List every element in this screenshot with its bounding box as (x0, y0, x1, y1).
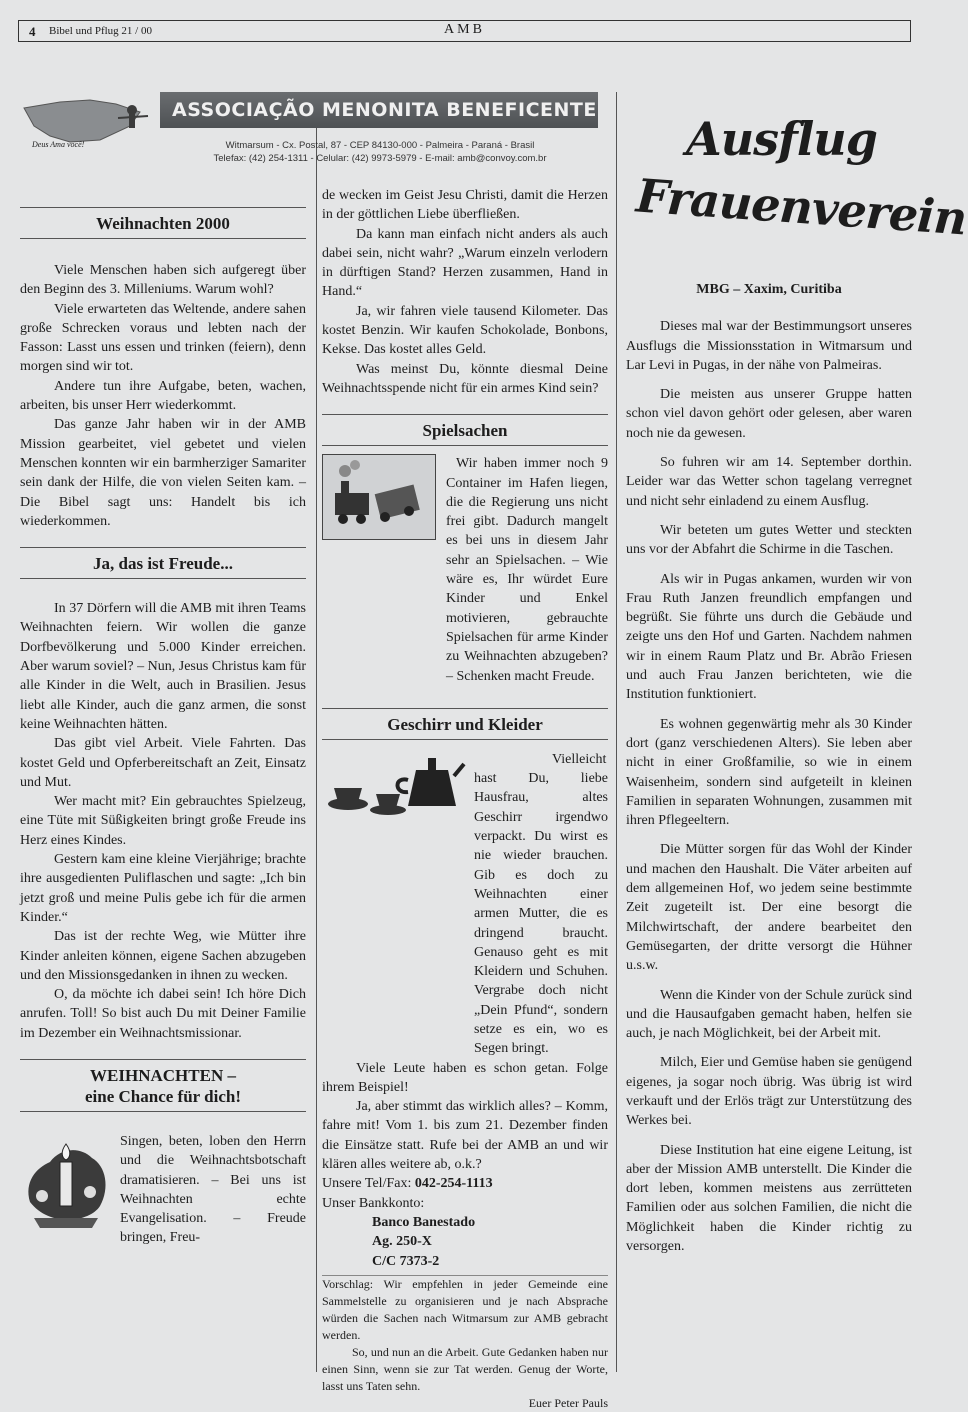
script-title-frauenverein: Frauenverein (634, 168, 968, 246)
teapot-and-cups-icon (322, 750, 464, 826)
telephone-label: Unsere Tel/Fax: (322, 1176, 412, 1192)
section-title-weihnachten-2000: Weihnachten 2000 (20, 207, 306, 239)
organization-name-banner: ASSOCIAÇÃO MENONITA BENEFICENTE (160, 92, 598, 128)
section-title-line-2: eine Chance für dich! (85, 1086, 241, 1106)
column-1 (20, 207, 306, 1248)
paragraph: Ja, wir fahren viele tausend Kilometer. Das kostet Benzin. Wir kaufen Schokolade, Bonbons, Kekse. Das kostet alles Geld. (322, 303, 608, 358)
contact-line: Telefax: (42) 254-1311 - Celular: (42) 9973-5979 - E-mail: amb@convoy.com.br (213, 153, 547, 164)
paragraph: Singen, beten, loben den Herrn und die Weihnachtsbotschaft dramatisieren. – Bei uns ist Weihnachten echte Evangelisation. – Freude bringen, Freu- (120, 1133, 306, 1246)
telephone-number: 042-254-1113 (414, 1176, 493, 1192)
section-title-geschirr-und-kleider: Geschirr und Kleider (322, 708, 608, 740)
section-title-line-1: WEIHNACHTEN – (90, 1065, 236, 1085)
paragraph: O, da möchte ich dabei sein! Ich höre Dich anrufen. Toll! So bist auch Du mit Deiner Familie im Dezember ein Weihnachtsmissionar. (20, 987, 306, 1041)
paragraph: Ja, aber stimmt das wirklich alles? – Komm, fahre mit! Vom 1. bis zum 21. Dezember finden die Einsätze statt. Rufe bei der AMB an und wir klären alles weitere ab, o.k.? (322, 1099, 608, 1173)
publication-name: Bibel und Pflug 21 / 00 (49, 25, 152, 37)
paragraph: Die Mütter sorgen für das Wohl der Kinder und machen den Haushalt. Die Väter arbeiten auf dem allgemeinen Hof, wo jedem seine bestimmte Zeit zugeteilt ist. Der eine besorgt die Milchwirtschaft, der andere bearbeitet den Gemüsegarten, der dritte versorgt die Hühner u.s.w. (626, 842, 912, 974)
paragraph: Als wir in Pugas ankamen, wurden wir von Frau Ruth Janzen freundlich empfangen und begrüßt. Sie führte uns durch die Gebäude und zeigte uns den Hof und Garten. Nachdem nahmen wir in einem Raum Platz und Br. Abrão Friesen und auch Frau Janzen berichteten, wie die Institution funktioniert. (626, 571, 912, 703)
paragraph: Andere tun ihre Aufgabe, beten, wachen, arbeiten, bis unser Herr wiederkommt. (20, 378, 306, 414)
paragraph: Das gibt viel Arbeit. Viele Fahrten. Das kostet Geld und Opferbereitschaft an Zeit, Einsatz und Mut. (20, 736, 306, 790)
logo-slogan: Deus Ama você! (32, 140, 85, 149)
paragraph: Diese Institution hat eine eigene Leitung, ist aber der Mission AMB unterstellt. Die Kinder die dort leben, kommen meistens aus zerrütteten Familien oder aus solchen Familien, die nicht die Möglichkeit haben die Kinder richtig zu versorgen. (626, 1142, 912, 1255)
paragraph: de wecken im Geist Jesu Christi, damit die Herzen in der göttlichen Liebe überfließen. (322, 188, 608, 223)
column-2 (322, 186, 608, 1412)
toy-train-icon (322, 454, 436, 540)
paragraph: In 37 Dörfern will die AMB mit ihren Teams Weihnachten feiern. Wir wollen die ganze Dorfbevölkerung und 5.000 Kinder erreichen. Aber warum soviel? – Nun, Jesus Christus kam für alle Kinder in die Welt, auch in Brasilien. Jesus liebt alle Kinder, auch die ganz armen, die sonst keine Weihnachten hätten. (20, 601, 306, 732)
paragraph: Das ist der rechte Weg, wie Mütter ihre Kinder anleiten können, eigene Sachen abzugeben und den Missionsgedanken in ihnen zu wecken. (20, 929, 306, 983)
section-title-weihnachten-chance (20, 1059, 306, 1112)
header-title: AMB (444, 22, 485, 37)
address-line: Witmarsum - Cx. Postal, 87 - CEP 84130-000 - Palmeira - Paraná - Brasil (225, 140, 535, 151)
column-rule (316, 92, 317, 1372)
bank-details (322, 1213, 608, 1271)
paragraph: Milch, Eier und Gemüse haben sie genügend eigenes, ja sogar noch übrig. Was übrig ist wird verkauft und der Erlös trägt zur Unterstützung des Werkes bei. (626, 1055, 912, 1129)
paragraph: Gestern kam eine kleine Vierjährige; brachte ihre ausgedienten Puliflaschen und sagte: „Ich bin jetzt groß und meine Pulis gebe ich für die armen Kinder.“ (20, 852, 306, 925)
paragraph: Wir haben immer noch 9 Container im Hafen liegen, die die Regierung uns nicht frei gibt. Dadurch mangelt es bei uns in diesem Jahr sehr an Spielsachen. – Wie wäre es, Ihr würdet Eure Kinder und Enkel motivieren, gebrauchte Spielsachen für arme Kinder zu Weihnachten abzugeben? – Schenken macht Freude. (446, 456, 608, 684)
bank-agency: Ag. 250-X (372, 1234, 432, 1250)
section-title-ja-das-ist-freude: Ja, das ist Freude... (20, 547, 306, 579)
note-paragraph: Vorschlag: Wir empfehlen in jeder Gemeinde eine Sammelstelle zu organisieren und je nach Absprache würden die Sachen nach Witmarsum zur AMB gebracht werden. (322, 1276, 608, 1342)
paragraph: Das ganze Jahr haben wir in der AMB Mission gearbeitet, viel gebetet und vielen Menschen konnten wir ein barmherziger Samariter sein dank der Hilfe, die von vielen Seiten kam. – Die Bibel sagt uns: Handelt bis ich wiederkommen. (20, 417, 306, 529)
paragraph: Was meinst Du, könnte diesmal Deine Weihnachtsspende nicht für ein armes Kind sein? (322, 361, 608, 396)
christmas-candle-icon (20, 1132, 112, 1236)
section-title-spielsachen: Spielsachen (322, 414, 608, 446)
paragraph: Wir beteten um gutes Wetter und steckten uns vor der Abfahrt die Schirme in die Taschen. (626, 522, 912, 558)
telephone-line (322, 1174, 608, 1193)
column-rule (616, 92, 617, 1372)
paragraph: Viele Menschen haben sich aufgeregt über den Beginn des 3. Milleniums. Warum wohl? (20, 263, 306, 298)
note-paragraph: So, und nun an die Arbeit. Gute Gedanken haben nur einen Sinn, wenn sie zur Tat werden. Genug der Worte, lasst uns Taten sehn. (322, 1344, 608, 1393)
paragraph: Viele erwarteten das Weltende, andere sahen große Schrecken voraus und lebten nach der Fasson: Lasst uns essen und trinken (feiern), denn morgen sind wir tot. (20, 301, 306, 375)
bank-account: C/C 7373-2 (372, 1253, 440, 1269)
paragraph: So fuhren wir am 14. September dorthin. Leider war das Wetter schon tagelang verregnet und nicht sehr einladend zu einem Ausflug. (626, 455, 912, 509)
paragraph: Es wohnen gegenwärtig mehr als 30 Kinder dort (ganz verschiedenen Alters). Sie leben aber nicht in einer Großfamilie, so wie in einem Waisenheim, sondern sind aufgeteilt in kleinen Familien in separaten Wohnungen, zusammen mit ihren Pflegeeltern. (626, 716, 912, 829)
paragraph: Da kann man einfach nicht anders als auch dabei sein, nicht wahr? „Warum einzeln verlodern in dürftigen Stand? Herzen zusammen, Hand in Hand.“ (322, 226, 608, 300)
article-subtitle: MBG – Xaxim, Curitiba (696, 282, 842, 297)
page-header (18, 20, 911, 42)
column-3 (626, 280, 912, 1256)
paragraph: Wenn die Kinder von der Schule zurück sind und die Hausaufgaben gemacht haben, helfen sie auch, je nach Möglichkeit, bei der Arbeit mit. (626, 987, 912, 1042)
bank-label: Unser Bankkonto: (322, 1195, 425, 1211)
paragraph: Dieses mal war der Bestimmungsort unseres Ausflugs die Missionsstation in Witmarsum und Lar Levi in Pugas, in der nähe von Palmeiras. (626, 319, 912, 373)
paragraph: Wer macht mit? Ein gebrauchtes Spielzeug, eine Tüte mit Süßigkeiten bringt große Freude ins Herz eines Kindes. (20, 794, 306, 848)
bank-name: Banco Banestado (372, 1214, 476, 1230)
note-block (322, 1276, 608, 1412)
page-number: 4 (29, 24, 36, 39)
signature: Euer Peter Pauls (528, 1395, 608, 1410)
paragraph: Die meisten aus unserer Gruppe hatten schon viel davon gehört oder gelesen, aber waren noch nie da gewesen. (626, 387, 912, 441)
script-title-ausflug: Ausflug (686, 112, 877, 166)
organization-address (190, 139, 570, 165)
paragraph: Vielleicht hast Du, liebe Hausfrau, altes Geschirr irgendwo verpackt. Du wirst es nie wieder brauchen. Gib es doch zu Weihnachten einer armen Mutter, die es dringend braucht. Genauso geht es mit Kleidern und Schuhen. Vergrabe doch nicht „Dein Pfund“, sondern setze es ein, wo es Segen bringt. (474, 751, 608, 1057)
paragraph: Viele Leute haben es schon getan. Folge ihrem Beispiel! (322, 1060, 608, 1095)
brazil-map-logo-icon (20, 96, 170, 146)
